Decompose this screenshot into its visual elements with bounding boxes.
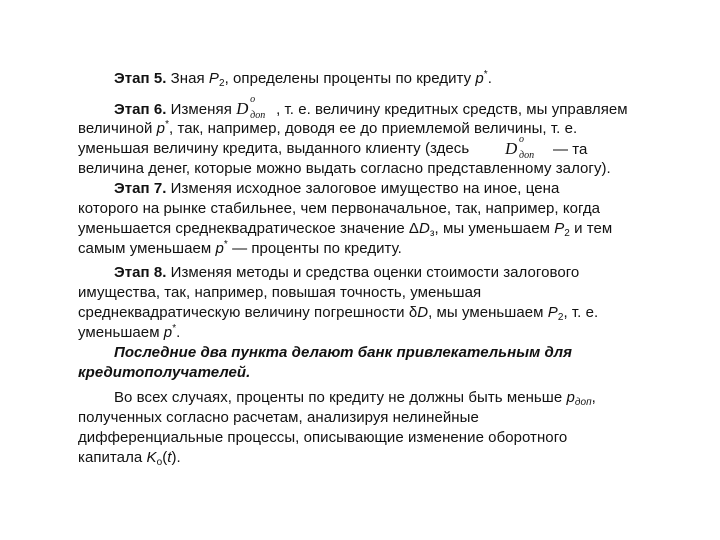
final-line-1 bbox=[114, 388, 596, 408]
final-line-4-var2: t bbox=[167, 449, 172, 466]
final-line-4 bbox=[78, 448, 181, 468]
stage-8-line-3-var2: P bbox=[547, 304, 558, 321]
stage-5-var-p-sub: 2 bbox=[218, 78, 225, 89]
stage-7-line-2-text: которого на рынке стабильнее, чем первоначальное, так, например, когда bbox=[78, 200, 601, 217]
stage-8-line-4-sup: * bbox=[172, 323, 177, 334]
stage-7-line-3-sub2: 2 bbox=[564, 228, 570, 239]
stage-7-line-3-var: D bbox=[419, 220, 430, 237]
emphasis-line-1-text: Последние два пункта делают банк привлекательным для bbox=[114, 344, 573, 361]
stage-5-line-1 bbox=[114, 69, 492, 89]
stage-5-var-p: P bbox=[208, 70, 219, 87]
final-line-3-text: дифференциальные процессы, описывающие изменение оборотного bbox=[78, 429, 568, 446]
stage-6-line-4 bbox=[78, 159, 611, 179]
stage-6-line-3-text: уменьшая величину кредита, выданного клиенту (здесь bbox=[78, 140, 470, 157]
stage-7-line-3-c: и тем bbox=[569, 220, 613, 237]
stage-6-text-a: Изменяя bbox=[166, 101, 237, 118]
stage-7-line-4-var: p bbox=[215, 240, 224, 257]
stage-8-line-1 bbox=[114, 263, 579, 283]
stage-5-text-c: . bbox=[487, 70, 492, 87]
d-dop-symbol-2 bbox=[505, 134, 545, 161]
stage-7-line-3-a: уменьшается среднеквадратическое значение Δ bbox=[78, 220, 420, 237]
stage-7-line-1 bbox=[114, 179, 559, 199]
stage-8-line-4-b: . bbox=[176, 324, 181, 341]
stage-7-label: Этап 7. bbox=[114, 180, 167, 197]
d-dop-symbol-2-sup: o bbox=[519, 134, 525, 145]
stage-7-line-4-a: самым уменьшаем bbox=[78, 240, 216, 257]
stage-6-line-1 bbox=[114, 94, 628, 121]
final-line-4-sub: о bbox=[156, 457, 163, 468]
d-dop-symbol-2-sub: доп bbox=[519, 150, 535, 161]
stage-8-line-4-a: уменьшаем bbox=[78, 324, 164, 341]
stage-6-line-3-tail bbox=[505, 134, 588, 161]
final-line-4-c: ). bbox=[171, 449, 181, 466]
stage-8-line-3-var: D bbox=[417, 304, 429, 321]
stage-8-line-4-var: p bbox=[163, 324, 173, 341]
stage-7-line-2 bbox=[78, 199, 600, 219]
final-line-1-sub: доп bbox=[574, 397, 592, 408]
stage-7-line-3-sub: з bbox=[429, 228, 435, 239]
stage-6-label: Этап 6. bbox=[114, 101, 167, 118]
final-line-1-a: Во всех случаях, проценты по кредиту не должны быть меньше bbox=[114, 389, 567, 406]
stage-8-line-3-sub2: 2 bbox=[557, 312, 564, 323]
stage-6-text-b: , т. е. величину кредитных средств, мы управляем bbox=[276, 101, 628, 118]
stage-8-line-2-text: имущества, так, например, повышая точность, уменьшая bbox=[78, 284, 482, 301]
stage-6-line-3 bbox=[78, 139, 469, 159]
final-line-2 bbox=[78, 408, 479, 428]
final-line-3 bbox=[78, 428, 567, 448]
final-line-4-a: капитала bbox=[78, 449, 147, 466]
d-dop-symbol bbox=[236, 94, 276, 121]
stage-7-line-3-b: , мы уменьшаем bbox=[434, 220, 555, 237]
stage-5-text-a: Зная bbox=[166, 70, 209, 87]
stage-8-line-3 bbox=[78, 303, 598, 323]
emphasis-line-1 bbox=[114, 343, 572, 363]
stage-6-line-2-a: величиной bbox=[78, 120, 157, 137]
stage-6-line-2-b: , так, например, доводя ее до приемлемой величины, т. е. bbox=[169, 120, 578, 137]
stage-5-text-b: , определены проценты по кредиту bbox=[224, 70, 476, 87]
stage-6-line-4-text: величина денег, которые можно выдать согласно представленному залогу). bbox=[78, 160, 611, 177]
stage-8-line-2 bbox=[78, 283, 481, 303]
final-line-1-var: p bbox=[566, 389, 575, 406]
stage-6-line-3-b: — та bbox=[553, 141, 588, 158]
stage-6-line-2 bbox=[78, 119, 577, 139]
stage-6-line-2-sup: * bbox=[165, 119, 170, 130]
stage-8-line-3-c: , т. е. bbox=[563, 304, 599, 321]
stage-7-line-3 bbox=[78, 219, 612, 239]
stage-7-text-a: Изменяя исходное залоговое имущество на иное, цена bbox=[166, 180, 560, 197]
d-dop-symbol-sub: доп bbox=[250, 110, 266, 121]
stage-5-var-pstar-sup: * bbox=[483, 69, 488, 80]
stage-6-line-2-var: p bbox=[156, 120, 166, 137]
stage-5-var-pstar: p bbox=[475, 70, 484, 87]
emphasis-line-2 bbox=[78, 363, 250, 383]
final-line-4-var: K bbox=[146, 449, 157, 466]
stage-7-line-4-sup: * bbox=[223, 239, 228, 250]
stage-8-line-3-b: , мы уменьшаем bbox=[428, 304, 548, 321]
stage-8-label: Этап 8. bbox=[114, 264, 167, 281]
final-line-2-text: полученных согласно расчетам, анализируя нелинейные bbox=[78, 409, 479, 426]
stage-8-line-3-a: среднеквадратическую величину погрешности δ bbox=[78, 304, 418, 321]
final-line-4-b: ( bbox=[162, 449, 168, 466]
d-dop-symbol-base: D bbox=[236, 99, 249, 118]
stage-7-line-4-b: — проценты по кредиту. bbox=[227, 240, 402, 257]
emphasis-line-2-text: кредитополучателей. bbox=[78, 364, 251, 381]
stage-8-line-4 bbox=[78, 323, 180, 343]
d-dop-symbol-sup: o bbox=[250, 94, 256, 105]
stage-8-text-a: Изменяя методы и средства оценки стоимости залогового bbox=[166, 264, 580, 281]
stage-5-label: Этап 5. bbox=[114, 70, 167, 87]
d-dop-symbol-2-base: D bbox=[505, 139, 518, 158]
stage-7-line-4 bbox=[78, 239, 402, 259]
final-line-1-b: , bbox=[591, 389, 596, 406]
stage-7-line-3-var2: P bbox=[554, 220, 565, 237]
